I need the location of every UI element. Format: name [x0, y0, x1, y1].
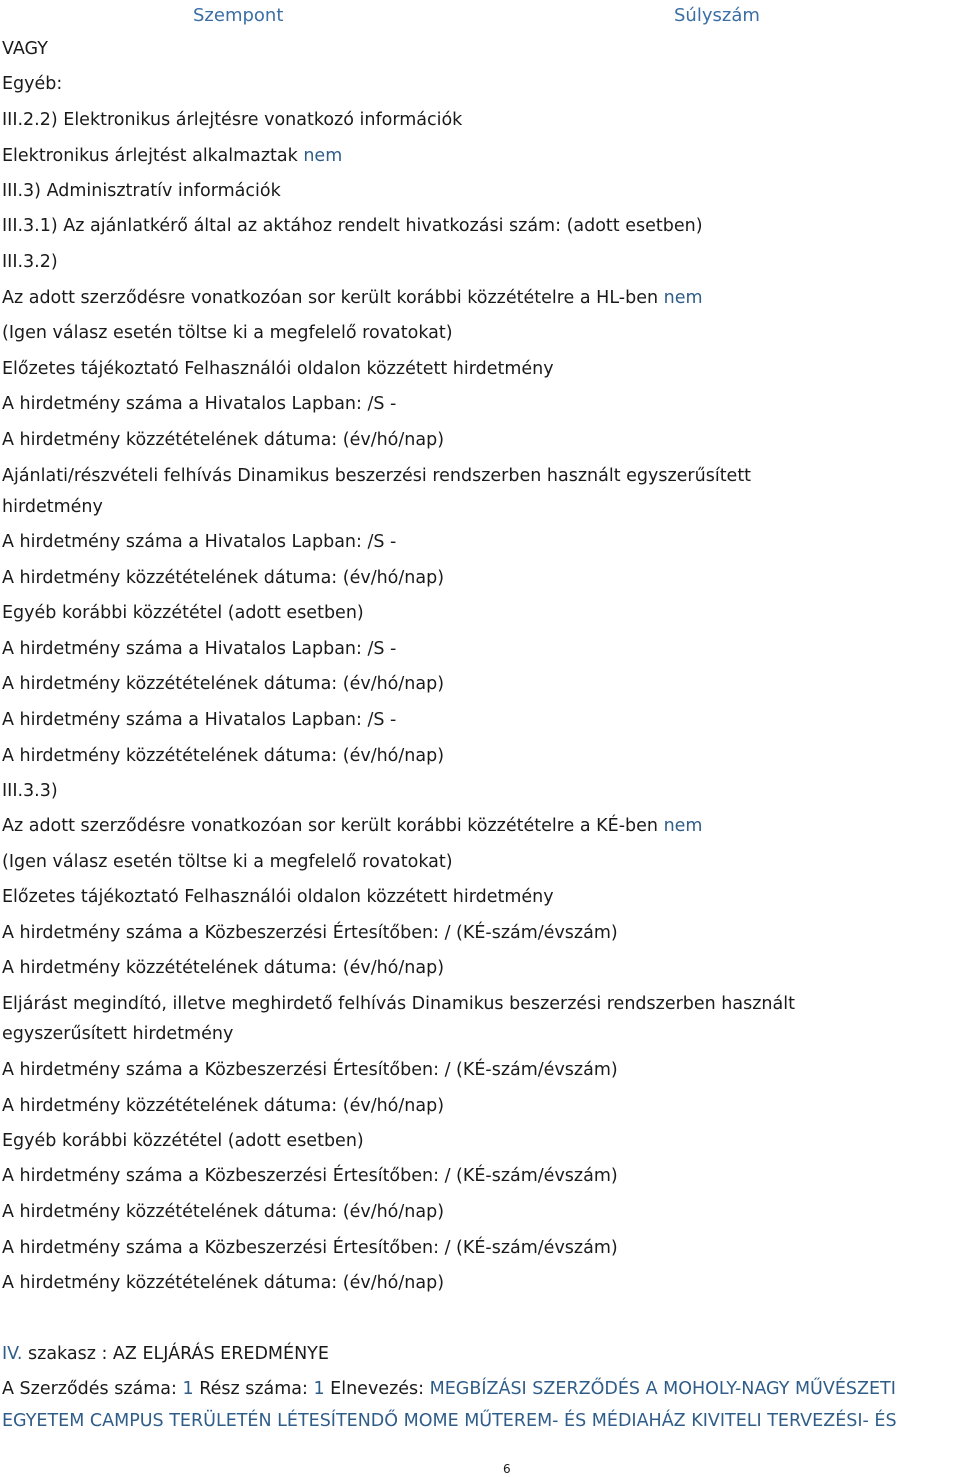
- text-line: A hirdetmény közzétételének dátuma: (év/hó/nap): [2, 568, 445, 588]
- text-line: A hirdetmény közzétételének dátuma: (év/hó/nap): [2, 1202, 445, 1222]
- text-line: A hirdetmény közzétételének dátuma: (év/hó/nap): [2, 430, 445, 450]
- text-line: [2, 145, 342, 167]
- text-line: A hirdetmény száma a Közbeszerzési Értesítőben: / (KÉ-szám/évszám): [2, 1060, 618, 1080]
- text-line: Egyéb korábbi közzététel (adott esetben): [2, 1131, 364, 1151]
- section-heading: III.3.3): [2, 781, 58, 801]
- contract-label: A Szerződés száma:: [2, 1379, 183, 1399]
- text-line: Előzetes tájékoztató Felhasználói oldalon közzétett hirdetmény: [2, 887, 554, 907]
- text-line: [2, 815, 702, 837]
- answer-value: nem: [303, 146, 343, 166]
- text-line: (Igen válasz esetén töltse ki a megfelelő rovatokat): [2, 323, 453, 343]
- text-line: A hirdetmény közzétételének dátuma: (év/hó/nap): [2, 1273, 445, 1293]
- text-line: A hirdetmény közzétételének dátuma: (év/hó/nap): [2, 674, 445, 694]
- column-header-sulyszam: Súlyszám: [674, 5, 760, 26]
- text-line: [2, 287, 703, 309]
- label: Elektronikus árlejtést alkalmaztak: [2, 146, 304, 166]
- text-line: A hirdetmény közzétételének dátuma: (év/hó/nap): [2, 958, 445, 978]
- text-line: hirdetmény: [2, 497, 103, 517]
- section-number: IV.: [2, 1344, 23, 1364]
- page-number: 6: [503, 1462, 511, 1476]
- text-line: Egyéb korábbi közzététel (adott esetben): [2, 603, 364, 623]
- text-line: A hirdetmény közzétételének dátuma: (év/hó/nap): [2, 1096, 445, 1116]
- label: Az adott szerződésre vonatkozóan sor került korábbi közzétételre a HL-ben: [2, 288, 664, 308]
- section-heading: III.3.2): [2, 252, 58, 272]
- text-line: A hirdetmény száma a Hivatalos Lapban: /S -: [2, 639, 397, 659]
- answer-value: nem: [663, 288, 703, 308]
- section-heading: III.2.2) Elektronikus árlejtésre vonatkozó információk: [2, 110, 463, 130]
- text-line: A hirdetmény száma a Hivatalos Lapban: /S -: [2, 532, 397, 552]
- text-line: A hirdetmény száma a Hivatalos Lapban: /S -: [2, 394, 397, 414]
- text-line: Ajánlati/részvételi felhívás Dinamikus beszerzési rendszerben használt egyszerűsített: [2, 466, 752, 486]
- text-line: Eljárást megindító, illetve meghirdető felhívás Dinamikus beszerzési rendszerben használt: [2, 994, 795, 1014]
- answer-value: nem: [663, 816, 703, 836]
- section-heading: III.3.1) Az ajánlatkérő által az aktához rendelt hivatkozási szám: (adott esetben): [2, 216, 703, 236]
- contract-number: 1: [182, 1379, 194, 1399]
- contract-name-continued: EGYETEM CAMPUS TERÜLETÉN LÉTESÍTENDŐ MOME MŰTEREM- ÉS MÉDIAHÁZ KIVITELI TERVEZÉSI- ÉS: [2, 1411, 897, 1431]
- text-line: A hirdetmény száma a Hivatalos Lapban: /S -: [2, 710, 397, 730]
- text-line: VAGY: [2, 39, 48, 59]
- contract-name: MEGBÍZÁSI SZERZŐDÉS A MOHOLY-NAGY MŰVÉSZETI: [429, 1379, 896, 1399]
- name-label: Elnevezés:: [324, 1379, 430, 1399]
- text-line: (Igen válasz esetén töltse ki a megfelelő rovatokat): [2, 852, 453, 872]
- label: Az adott szerződésre vonatkozóan sor került korábbi közzétételre a KÉ-ben: [2, 816, 664, 836]
- text-line: Előzetes tájékoztató Felhasználói oldalon közzétett hirdetmény: [2, 359, 554, 379]
- contract-line: [2, 1378, 896, 1400]
- text-line: A hirdetmény közzétételének dátuma: (év/hó/nap): [2, 746, 445, 766]
- section-title: szakasz : AZ ELJÁRÁS EREDMÉNYE: [22, 1344, 329, 1364]
- section-iv-heading: [2, 1343, 329, 1365]
- part-number: 1: [313, 1379, 325, 1399]
- text-line: egyszerűsített hirdetmény: [2, 1024, 234, 1044]
- section-heading: III.3) Adminisztratív információk: [2, 181, 281, 201]
- text-line: Egyéb:: [2, 74, 63, 94]
- column-header-szempont: Szempont: [193, 5, 284, 26]
- part-label: Rész száma:: [193, 1379, 314, 1399]
- text-line: A hirdetmény száma a Közbeszerzési Értesítőben: / (KÉ-szám/évszám): [2, 1166, 618, 1186]
- text-line: A hirdetmény száma a Közbeszerzési Értesítőben: / (KÉ-szám/évszám): [2, 923, 618, 943]
- text-line: A hirdetmény száma a Közbeszerzési Értesítőben: / (KÉ-szám/évszám): [2, 1238, 618, 1258]
